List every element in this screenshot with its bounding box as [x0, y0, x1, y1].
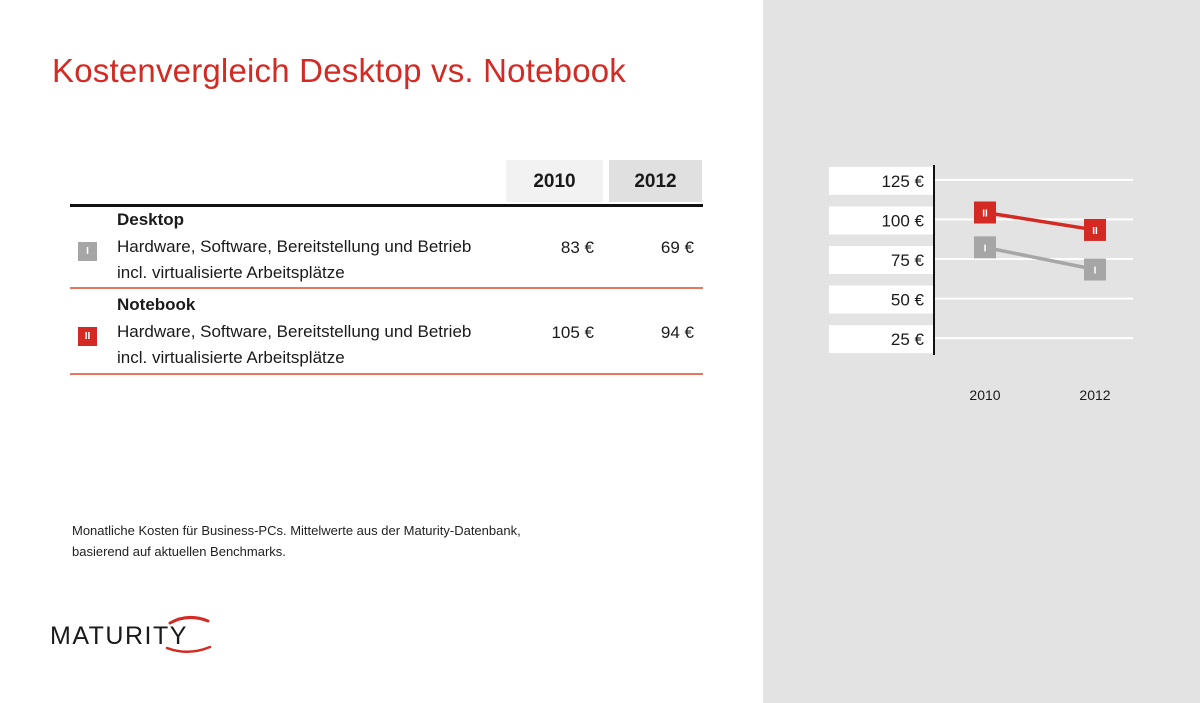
row-divider: [70, 373, 703, 375]
series-point-label: II: [1092, 225, 1098, 237]
table-header-rule: [70, 204, 703, 207]
value-2012: 69 €: [660, 238, 694, 257]
svg-text:MATURITY: MATURITY: [50, 622, 188, 650]
row-description: Hardware, Software, Bereitstellung und Betrieb incl. virtualisierte Arbeitsplätze: [117, 322, 472, 367]
value-2010: 105 €: [551, 323, 594, 342]
page-title: Kostenvergleich Desktop vs. Notebook: [52, 52, 627, 89]
series-point-label: I: [983, 243, 987, 255]
value-2012: 94 €: [660, 323, 694, 342]
desktop-marker-badge: I: [78, 242, 97, 261]
y-tick-label: 125 €: [881, 171, 924, 191]
series-point-label: I: [1093, 265, 1097, 277]
y-tick-label: 100 €: [881, 211, 924, 231]
row-description: Hardware, Software, Bereitstellung und Betrieb incl. virtualisierte Arbeitsplätze: [117, 237, 472, 282]
y-tick-label: 25 €: [890, 330, 924, 350]
series-point-label: II: [982, 208, 988, 220]
notebook-marker-badge: II: [78, 327, 97, 346]
value-2010: 83 €: [560, 238, 594, 257]
column-header-2012: 2012: [609, 160, 702, 202]
column-header-2010: 2010: [506, 160, 603, 202]
row-category: Desktop: [117, 210, 185, 229]
x-tick-label: 2010: [969, 387, 1001, 403]
maturity-logo: [50, 612, 230, 654]
row-divider: [70, 287, 703, 289]
x-tick-label: 2012: [1079, 387, 1111, 403]
cost-line-chart: [763, 0, 1200, 703]
y-tick-label: 75 €: [890, 251, 924, 270]
row-category: Notebook: [117, 295, 196, 314]
series-line-1: [985, 213, 1095, 230]
footnote: Monatliche Kosten für Business-PCs. Mittelwerte aus der Maturity-Datenbank, basierend auf aktuellen Benchmarks.: [72, 523, 521, 559]
y-tick-label: 50 €: [890, 290, 924, 310]
